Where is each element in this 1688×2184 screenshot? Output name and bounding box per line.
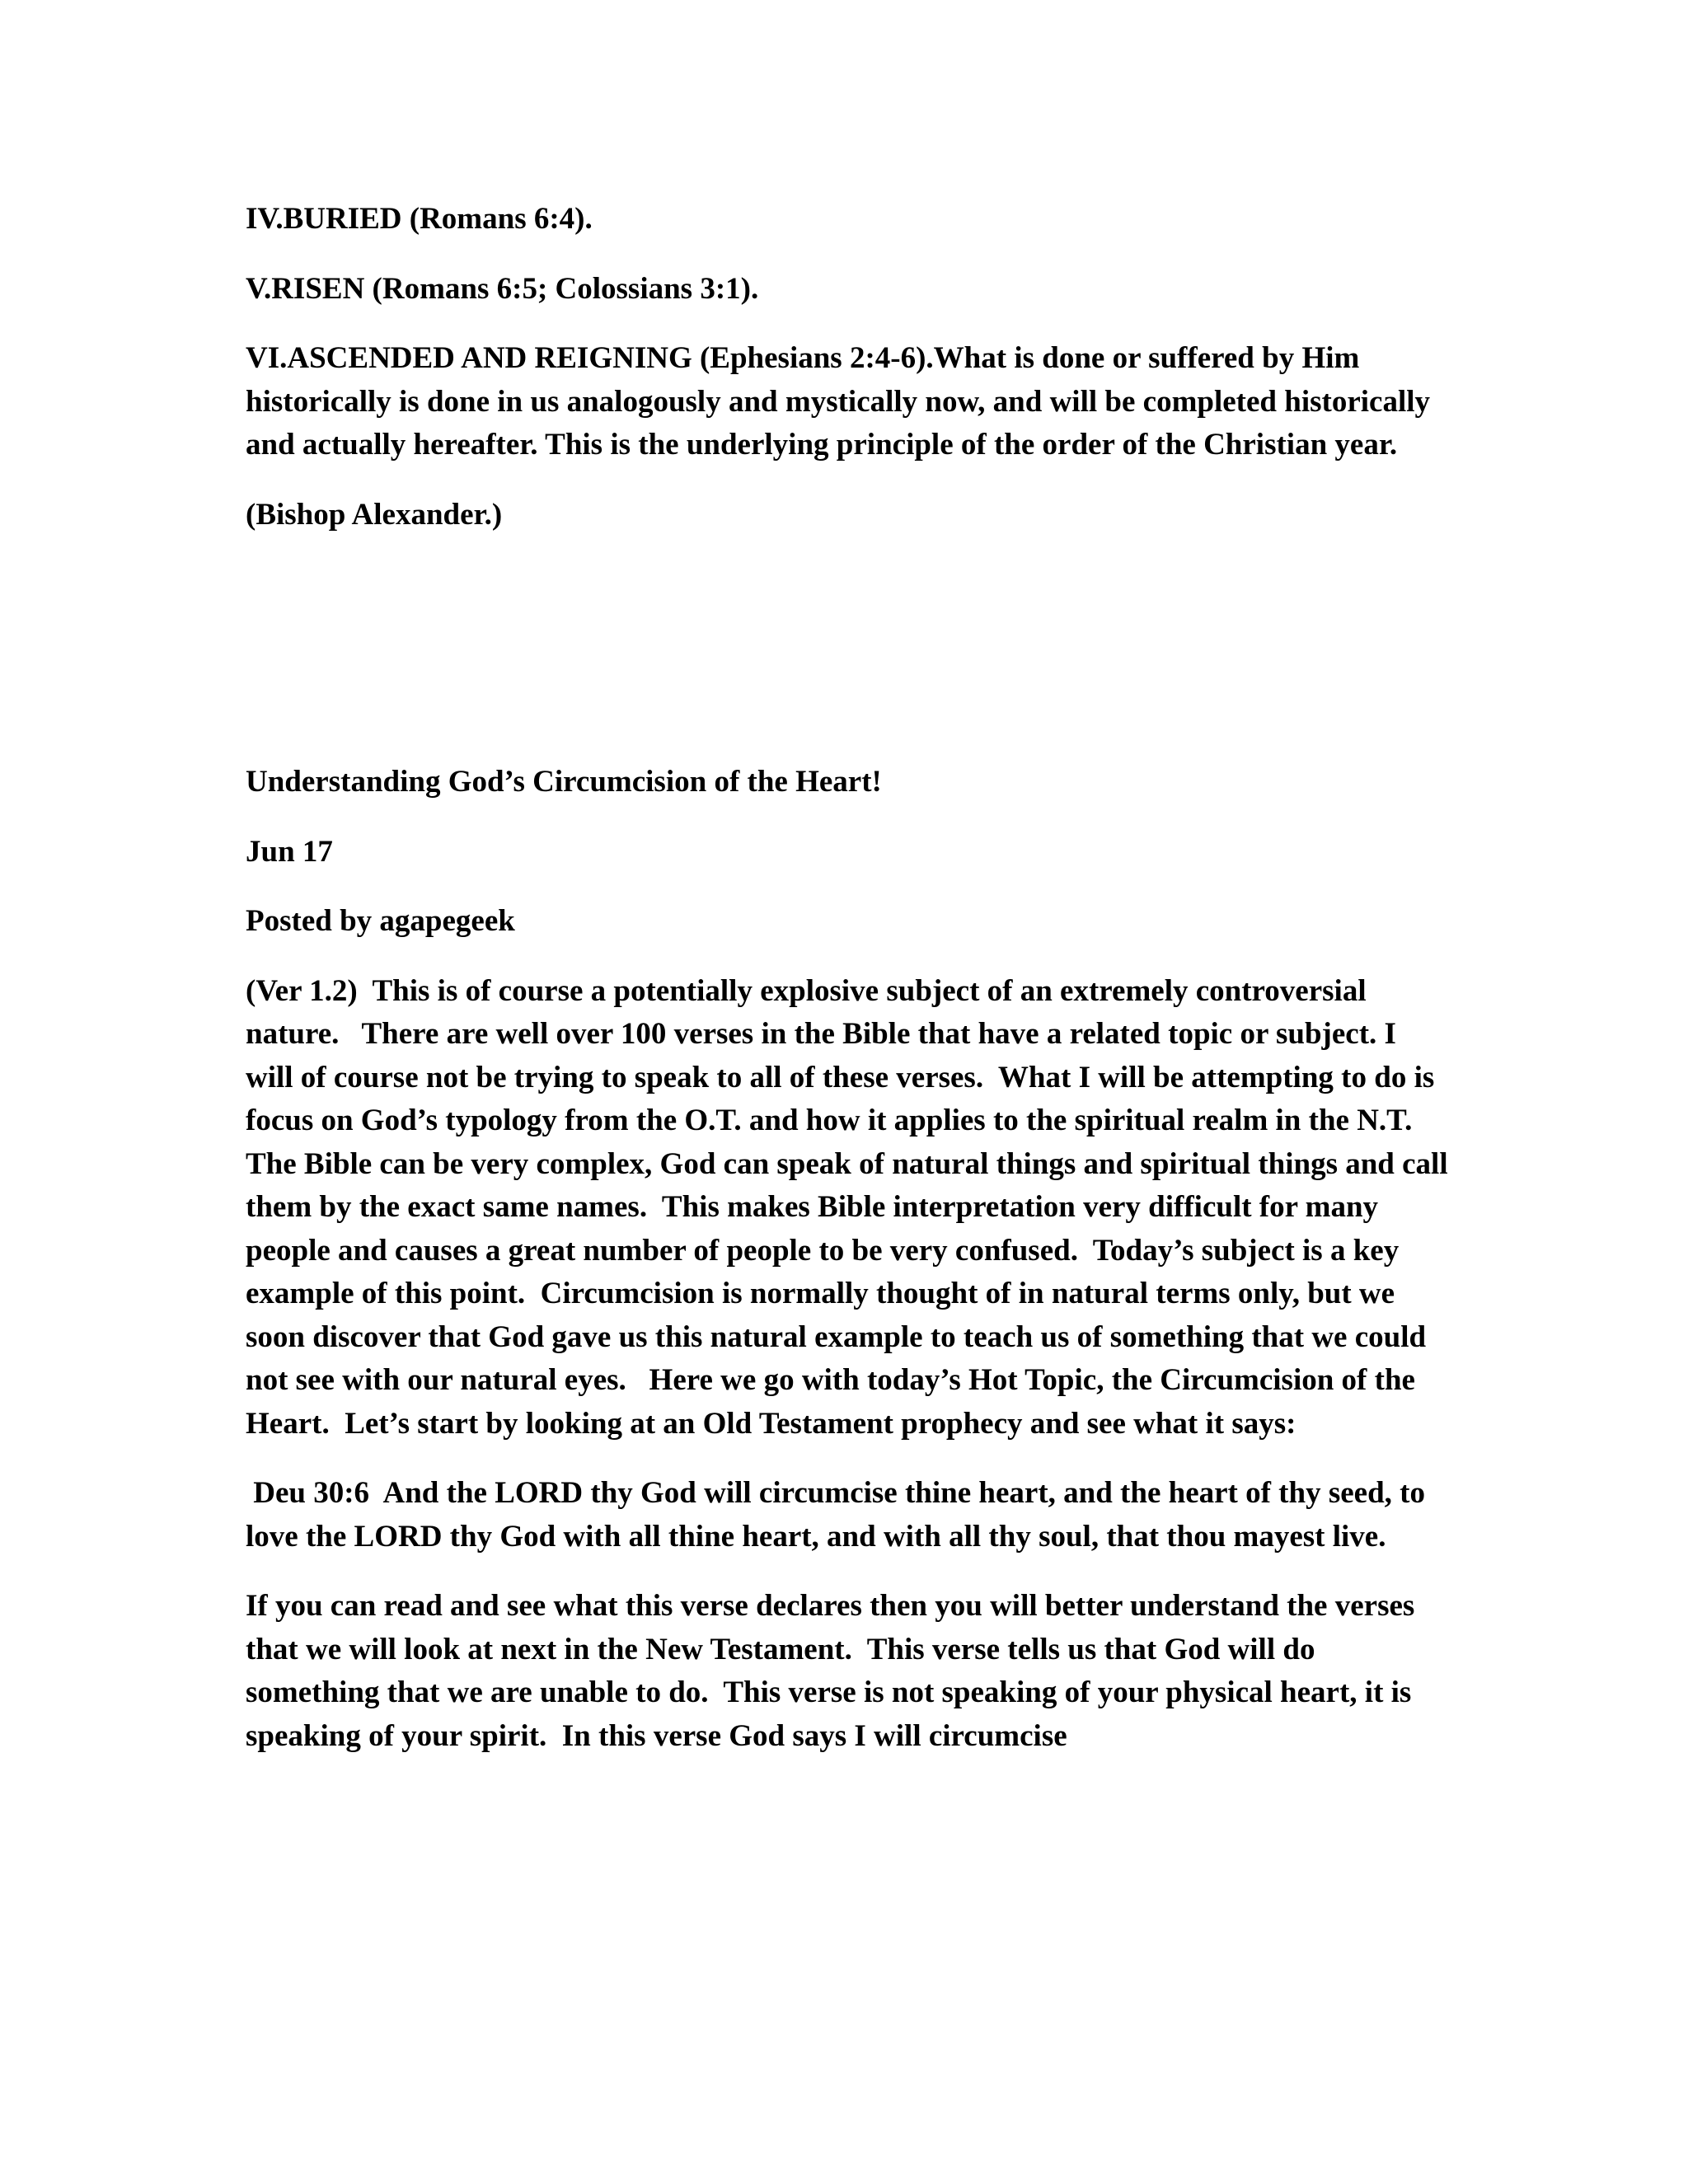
outline-item-vi: VI.ASCENDED AND REIGNING (Ephesians 2:4-6).What is done or suffered by Him historically is done in us analogously and mystically now, and will be completed historically and actually hereafter. This is the underlying principle of the order of the Christian year. xyxy=(246,341,1438,462)
post-intro-paragraph: (Ver 1.2) This is of course a potentially explosive subject of an extremely controversial nature. There are well over 100 verses in the Bible that have a related topic or subject. I will of course not be trying to speak to all of these verses. What I will be attempting to do is focus on God’s typology from the O.T. and how it applies to the spiritual realm in the N.T. The Bible can be very complex, God can speak of natural things and spiritual things and call them by the exact same names. This makes Bible interpretation very difficult for many people and causes a great number of people to be very confused. Today’s subject is a key example of this point. Circumcision is normally thought of in natural terms only, but we soon discover that God gave us this natural example to teach us of something that we could not see with our natural eyes. Here we go with today’s Hot Topic, the Circumcision of the Heart. Let’s start by looking at an Old Testament prophecy and see what it says: xyxy=(246,973,1456,1441)
quote-attribution: (Bishop Alexander.) xyxy=(246,497,503,532)
post-byline: Posted by agapegeek xyxy=(246,904,515,938)
post-title: Understanding God’s Circumcision of the Heart! xyxy=(246,765,882,799)
section-spacer xyxy=(246,563,1449,761)
outline-item-v: V.RISEN (Romans 6:5; Colossians 3:1). xyxy=(246,271,759,306)
scripture-verse: Deu 30:6 And the LORD thy God will circumcise thine heart, and the heart of thy seed, to love the LORD thy God with all thine heart, and with all thy soul, that thou mayest live. xyxy=(246,1476,1433,1554)
document-body xyxy=(246,198,1456,1784)
post-body-paragraph: If you can read and see what this verse declares then you will better understand the verses that we will look at next in the New Testament. This verse tells us that God will do something that we are unable to do. This verse is not speaking of your physical heart, it is speaking of your spirit. In this verse God says I will circumcise xyxy=(246,1589,1423,1753)
post-date: Jun 17 xyxy=(246,834,333,869)
outline-item-iv: IV.BURIED (Romans 6:4). xyxy=(246,202,593,236)
